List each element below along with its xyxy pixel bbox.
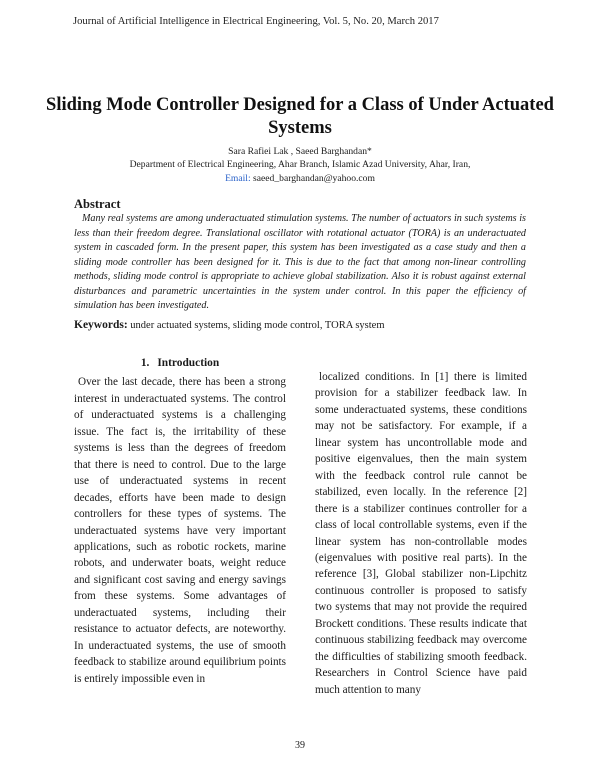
left-column-text: Over the last decade, there has been a strong interest in underactuated systems. The control of underactuated systems is a challenging issue. The fact is, the irritability of these systems is less than the degrees of freedom that there is need to control. Due to the large use of underactuated systems in recent decades, efforts have been made to design controllers for these types of systems. The underactuated systems have very important applications, such as robotic rockets, marine robots, and underwater boats, weight reduce and significant cost saving and energy savings from these systems. Some advantages of underactuated systems, including their resistance to actuator defects, are noteworthy. In underactuated systems, the use of smooth feedback to stabilize around equilibrium points is entirely impossible even in <box>74 376 286 685</box>
right-column-text: localized conditions. In [1] there is limited provision for a stabilizer feedback law. In some underactuated systems, these conditions may not be satisfactory. For example, if a linear system has uncontrollable mode and positive eigenvalues, then the main system with the feedback control rule cannot be stabilized, even locally. In the reference [2] there is a stabilizer continues controller for a class of local controllable systems, even if the linear system has non-controllable modes (eigenvalues with positive real parts). In the reference [3], Global stabilizer non-Lipchitz continuous controller is proposed to satisfy two systems that may not provide the required Brockett conditions. These results indicate that continuous stabilizing feedback may overcome the difficulties of stabilizing smooth feedback. Researchers in Control Science have paid much attention to many <box>315 371 527 696</box>
author-affiliation: Department of Electrical Engineering, Ahar Branch, Islamic Azad University, Ahar, Iran, <box>129 159 471 171</box>
email-label: Email: <box>225 172 251 184</box>
author-block <box>40 145 560 185</box>
abstract-body: Many real systems are among underactuated stimulation systems. The number of actuators in such systems is less than their freedom degree. Translational oscillator with rotational actuator (TORA) is an underactuated system in cascaded form. In the present paper, this system has been investigated as a case study and then a sliding mode controller has been designed for it. This is due to the fact that among non-linear controlling methods, sliding mode control is appropriate to achieve global stabilization. Also it is robust against external disturbances and parametric uncertainties in the system under control. In this paper the efficiency of simulation has been investigated. <box>74 213 526 311</box>
keywords-text: under actuated systems, sliding mode control, TORA system <box>127 320 385 331</box>
section-heading <box>74 355 286 371</box>
author-email-line <box>40 172 560 185</box>
page-number: 39 <box>295 740 305 751</box>
abstract-heading: Abstract <box>74 197 121 211</box>
keywords-label: Keywords: <box>74 319 128 331</box>
paper-title: Sliding Mode Controller Designed for a Class of Under Actuated Systems <box>46 95 554 138</box>
section-title: Introduction <box>157 357 220 369</box>
author-email[interactable]: saeed_barghandan@yahoo.com <box>253 172 375 184</box>
section-number: 1. <box>140 357 150 369</box>
keywords-line <box>74 319 385 331</box>
author-names: Sara Rafiei Lak , Saeed Barghandan* <box>228 146 372 157</box>
running-head: Journal of Artificial Intelligence in Electrical Engineering, Vol. 5, No. 20, March 2017 <box>73 16 439 27</box>
right-column <box>315 369 527 698</box>
left-column <box>74 355 286 687</box>
